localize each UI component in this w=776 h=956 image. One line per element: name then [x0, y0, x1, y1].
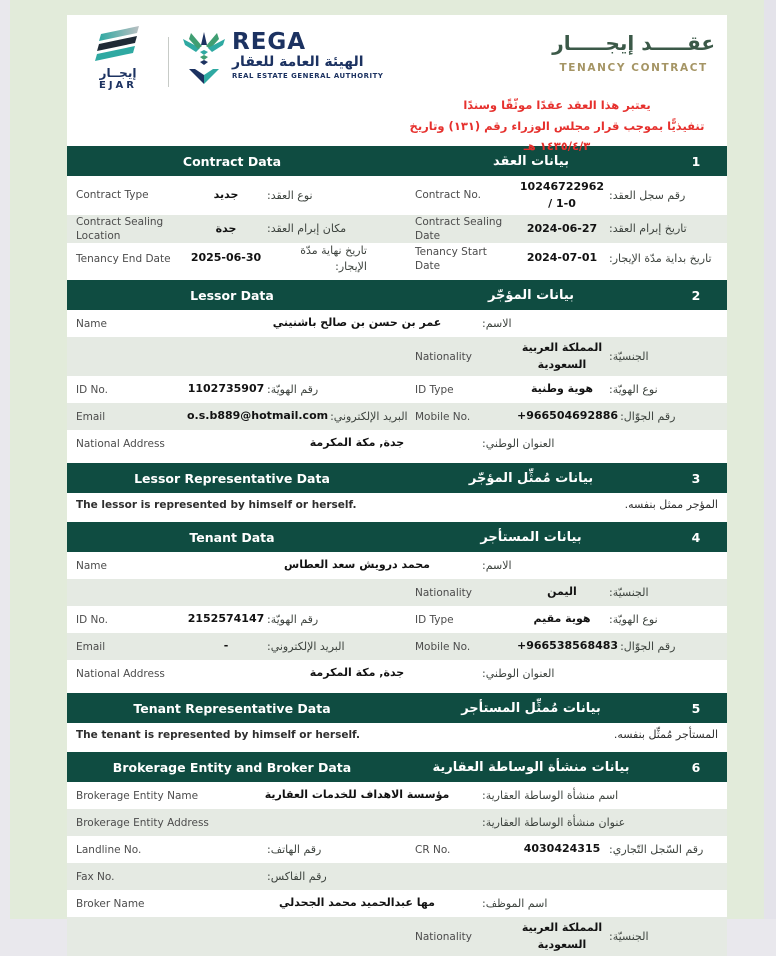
row-left-half [67, 579, 397, 606]
field-label-ar: تاريخ بداية مدّة الإيجار: [609, 252, 712, 266]
field-value-text: +966504692886 [517, 409, 619, 423]
section-title-arabic: بيانات المؤجّر [487, 287, 575, 303]
field-label-ar: اسم منشأة الوساطة العقارية: [482, 788, 619, 802]
field-label-ar: الاسم: [482, 558, 512, 572]
field-label-en: Nationality [415, 586, 473, 599]
contract-title-arabic: عقـــــد إيجـــــار [552, 31, 715, 55]
section-title-english: Contract Data [182, 153, 282, 169]
table-row [67, 243, 727, 274]
field-value [232, 784, 482, 807]
field [67, 863, 397, 890]
field-value-text: 2024-06-27 [526, 221, 598, 235]
contract-title-block [552, 31, 715, 74]
rega-text-block [232, 31, 383, 80]
field-value-text: 2025-06-30 [190, 251, 262, 265]
table-row [67, 836, 727, 863]
section-header [67, 280, 727, 310]
document-header [67, 15, 727, 154]
section-header [67, 693, 727, 723]
field-label-en: Broker Name [76, 897, 145, 910]
field-label-ar: تاريخ نهاية مدّة الإيجار: [300, 244, 367, 273]
scrollbar-track[interactable] [764, 0, 776, 919]
field-label-ar: الجنسيّة: [609, 929, 649, 943]
field-value [185, 635, 267, 658]
row-right-half [397, 579, 727, 606]
field-value [232, 811, 482, 834]
table-row [67, 310, 727, 337]
field [67, 836, 397, 863]
field-label-ar: البريد الإلكتروني: [267, 639, 345, 653]
section-title-english: Lessor Data [190, 287, 274, 303]
row-left-half [67, 215, 397, 243]
field-value [515, 337, 609, 376]
row-right-half [397, 215, 727, 243]
field-value-text: جدة [215, 221, 237, 235]
field-value [185, 247, 267, 270]
field-value-text: مؤسسة الاهداف للخدمات العقارية [264, 788, 450, 802]
field-label-en: ID No. [76, 613, 108, 626]
field-label-en: Email [76, 410, 106, 423]
field-label-en: Contract Type [76, 189, 149, 202]
field [397, 176, 727, 215]
table-row [67, 723, 727, 746]
field-label-ar: رقم الجوّال: [620, 639, 676, 653]
section-title-arabic: بيانات مُمثِّل المؤجّر [468, 470, 594, 486]
field-label-en: Brokerage Entity Address [76, 816, 209, 829]
field-value [185, 378, 267, 401]
row-right-half [397, 243, 727, 274]
section-number: 5 [691, 700, 701, 716]
section-number: 1 [691, 153, 701, 169]
table-row [67, 376, 727, 403]
ejar-logo [85, 25, 151, 92]
legal-note [389, 95, 725, 157]
field-label-ar: العنوان الوطني: [482, 436, 555, 450]
table-row [67, 917, 727, 956]
row-left-half [67, 917, 397, 956]
row-left-half [67, 633, 397, 660]
field-label-en: ID Type [415, 383, 454, 396]
field-label-en: Contract Sealing Location [76, 216, 164, 243]
section-number: 4 [691, 529, 701, 545]
row-right-half [397, 403, 727, 430]
section-2 [67, 280, 727, 457]
field-label-ar: تاريخ إبرام العقد: [609, 222, 687, 236]
field-label-en: Contract Sealing Date [415, 216, 503, 243]
field-value-text: المملكة العربية السعودية [521, 341, 603, 371]
row-right-half [397, 863, 727, 890]
section-title-english: Brokerage Entity and Broker Data [112, 759, 352, 775]
field-value-text: اليمن [547, 585, 577, 599]
field-value [515, 608, 609, 631]
section-title-english: Tenant Representative Data [133, 700, 331, 716]
note-text-english: The tenant is represented by himself or herself. [76, 728, 361, 741]
section-header [67, 752, 727, 782]
field [397, 243, 727, 274]
field-value [515, 218, 609, 241]
field-value-text: o.s.b889@hotmail.com [187, 409, 329, 423]
field-value-text: 10246722962 / 1-0 [519, 180, 605, 210]
field-value-text: مها عبدالحميد محمد الجحدلي [279, 896, 435, 910]
field-label-ar: العنوان الوطني: [482, 666, 555, 680]
field-label-ar: رقم الهاتف: [267, 842, 322, 856]
table-row [67, 430, 727, 457]
section-3 [67, 463, 727, 516]
section-header [67, 522, 727, 552]
section-5 [67, 693, 727, 746]
field-label-ar: الاسم: [482, 316, 512, 330]
field-label-en: Name [76, 559, 107, 572]
field [397, 403, 738, 430]
field-value [232, 312, 482, 335]
field [67, 782, 727, 809]
section-title-arabic: بيانات مُمثِّل المستأجر [461, 700, 601, 716]
field [67, 376, 397, 403]
table-row [67, 176, 727, 215]
row-left-half [67, 337, 397, 376]
field-value [515, 838, 609, 861]
field-value [515, 917, 609, 956]
field-label-en: ID Type [415, 613, 454, 626]
table-row [67, 660, 727, 687]
row-right-half [397, 337, 727, 376]
field-value-text: 2024-07-01 [526, 251, 598, 265]
field [67, 606, 397, 633]
field [67, 633, 397, 660]
field [67, 310, 727, 337]
field-label-en: CR No. [415, 843, 451, 856]
field-value [515, 581, 609, 604]
field-value [185, 184, 267, 207]
field-value [185, 405, 330, 428]
row-right-half [397, 376, 727, 403]
row-left-half [67, 403, 408, 430]
table-row [67, 890, 727, 917]
field-label-ar: رقم الجوّال: [620, 409, 676, 423]
field-label-ar: نوع الهويّة: [609, 382, 658, 396]
field-label-en: Name [76, 317, 107, 330]
field [67, 809, 727, 836]
note-text-arabic: المؤجر ممثل بنفسه. [624, 498, 718, 512]
field [397, 215, 727, 243]
field [397, 376, 727, 403]
table-row [67, 606, 727, 633]
field-value [515, 176, 609, 215]
rega-name-arabic: الهيئة العامة للعقار [232, 54, 364, 70]
field-label-ar: رقم سجل العقد: [609, 188, 686, 202]
field-value-text: 4030424315 [523, 842, 601, 856]
field-value [515, 247, 609, 270]
field [67, 215, 397, 243]
field-value [185, 608, 267, 631]
rega-palm-icon [181, 31, 227, 87]
section-number: 6 [691, 759, 701, 775]
row-left-half [67, 243, 397, 274]
table-row [67, 215, 727, 243]
row-right-half [397, 836, 727, 863]
contract-title-english: TENANCY CONTRACT [559, 62, 708, 74]
field-value-text: جدة, مكة المكرمة [309, 666, 405, 680]
field [67, 430, 727, 457]
field-value-text: +966538568483 [517, 639, 619, 653]
field [67, 660, 727, 687]
table-row [67, 579, 727, 606]
field-value-text: جدة, مكة المكرمة [309, 436, 405, 450]
row-left-half [67, 376, 397, 403]
logo-divider [168, 37, 169, 87]
contract-document [67, 15, 727, 951]
field [397, 337, 727, 376]
field-value [515, 635, 620, 658]
field-value [232, 662, 482, 685]
field [67, 890, 727, 917]
field-value [185, 218, 267, 241]
field-label-ar: البريد الإلكتروني: [330, 409, 408, 423]
field-label-ar: نوع الهويّة: [609, 612, 658, 626]
field-value-text: جديد [213, 188, 239, 202]
note-text-english: The lessor is represented by himself or herself. [76, 498, 357, 511]
table-row [67, 552, 727, 579]
field-value [232, 554, 482, 577]
section-title-english: Tenant Data [189, 529, 275, 545]
section-number: 2 [691, 287, 701, 303]
field-value-text: 1102735907 [187, 382, 265, 396]
field-value [232, 432, 482, 455]
field-value-text: - [223, 639, 229, 653]
section-title-english: Lessor Representative Data [134, 470, 330, 486]
field-value-text: هوية وطنية [530, 382, 593, 396]
field [397, 836, 727, 863]
rega-logo [181, 31, 383, 87]
field [397, 917, 727, 956]
section-title-arabic: بيانات العقد [493, 153, 569, 169]
field-label-en: Tenancy Start Date [415, 245, 487, 272]
field-label-ar: الجنسيّة: [609, 585, 649, 599]
section-4 [67, 522, 727, 687]
field-value [232, 892, 482, 915]
field-label-en: National Address [76, 437, 165, 450]
field-label-en: Contract No. [415, 189, 481, 202]
field-value-text: المملكة العربية السعودية [521, 921, 603, 951]
row-right-half [397, 176, 727, 215]
row-left-half [67, 606, 397, 633]
field-value [515, 378, 609, 401]
field [397, 606, 727, 633]
legal-note-line2: تنفيذيًّا بموجب قرار مجلس الوزراء رقم (١٣١) وتاريخ ١٤٣٥/٤/٣ هـ [409, 118, 705, 154]
field-label-en: ID No. [76, 383, 108, 396]
field-label-ar: رقم الهويّة: [267, 382, 319, 396]
field-value [515, 405, 620, 428]
section-6 [67, 752, 727, 956]
row-left-half [67, 176, 397, 215]
row-left-half [67, 863, 397, 890]
ejar-name-latin: EJAR [99, 80, 137, 92]
field-label-en: Mobile No. [415, 410, 471, 423]
field [67, 176, 397, 215]
field-label-en: Nationality [415, 350, 473, 363]
field-value-text: عمر بن حسن بن صالح باشنيني [272, 316, 442, 330]
table-row [67, 633, 727, 660]
field-value [185, 838, 267, 861]
field-label-ar: الجنسيّة: [609, 349, 649, 363]
field-label-en: National Address [76, 667, 165, 680]
field-label-ar: عنوان منشأة الوساطة العقارية: [482, 815, 626, 829]
field [397, 579, 727, 606]
row-right-half [397, 633, 727, 660]
table-row [67, 782, 727, 809]
row-right-half [397, 606, 727, 633]
field-value-text: محمد درويش سعد العطاس [284, 558, 430, 572]
field-value-text: هوية مقيم [533, 612, 591, 626]
field-label-en: Landline No. [76, 843, 142, 856]
field-label-ar: رقم الهويّة: [267, 612, 319, 626]
field-label-ar: مكان إبرام العقد: [267, 222, 347, 236]
field [67, 552, 727, 579]
section-header [67, 463, 727, 493]
field-label-en: Mobile No. [415, 640, 471, 653]
field-label-en: Fax No. [76, 870, 115, 883]
table-row [67, 809, 727, 836]
table-row [67, 403, 727, 430]
section-title-arabic: بيانات منشأة الوساطة العقارية [432, 759, 630, 775]
legal-note-line1: يعتبر هذا العقد عقدًا موثّقًا وسندًا [463, 98, 651, 112]
table-row [67, 863, 727, 890]
table-row [67, 337, 727, 376]
field-label-ar: اسم الموظف: [482, 896, 548, 910]
field [67, 243, 397, 274]
row-right-half [397, 917, 727, 956]
rega-tagline: REAL ESTATE GENERAL AUTHORITY [232, 71, 384, 80]
field-label-en: Tenancy End Date [76, 252, 171, 265]
field-label-en: Email [76, 640, 106, 653]
field-label-en: Brokerage Entity Name [76, 789, 199, 802]
field-label-ar: رقم الفاكس: [267, 869, 327, 883]
row-left-half [67, 836, 397, 863]
field [397, 633, 738, 660]
field-label-ar: نوع العقد: [267, 188, 313, 202]
field-value [185, 865, 267, 888]
rega-name-latin: REGA [232, 29, 307, 55]
note-text-arabic: المستأجر مُمثِّل بنفسه. [613, 728, 718, 742]
sections-container [67, 146, 727, 956]
ejar-stripes-icon [89, 25, 147, 63]
field-label-en: Nationality [415, 930, 473, 943]
section-number: 3 [691, 470, 701, 486]
table-row [67, 493, 727, 516]
field-label-ar: رقم السّجل التّجاري: [609, 842, 704, 856]
field-value-text: 2152574147 [187, 612, 265, 626]
section-1 [67, 146, 727, 274]
section-title-arabic: بيانات المستأجر [480, 529, 582, 545]
ejar-name-arabic: إيجــار [99, 66, 137, 80]
